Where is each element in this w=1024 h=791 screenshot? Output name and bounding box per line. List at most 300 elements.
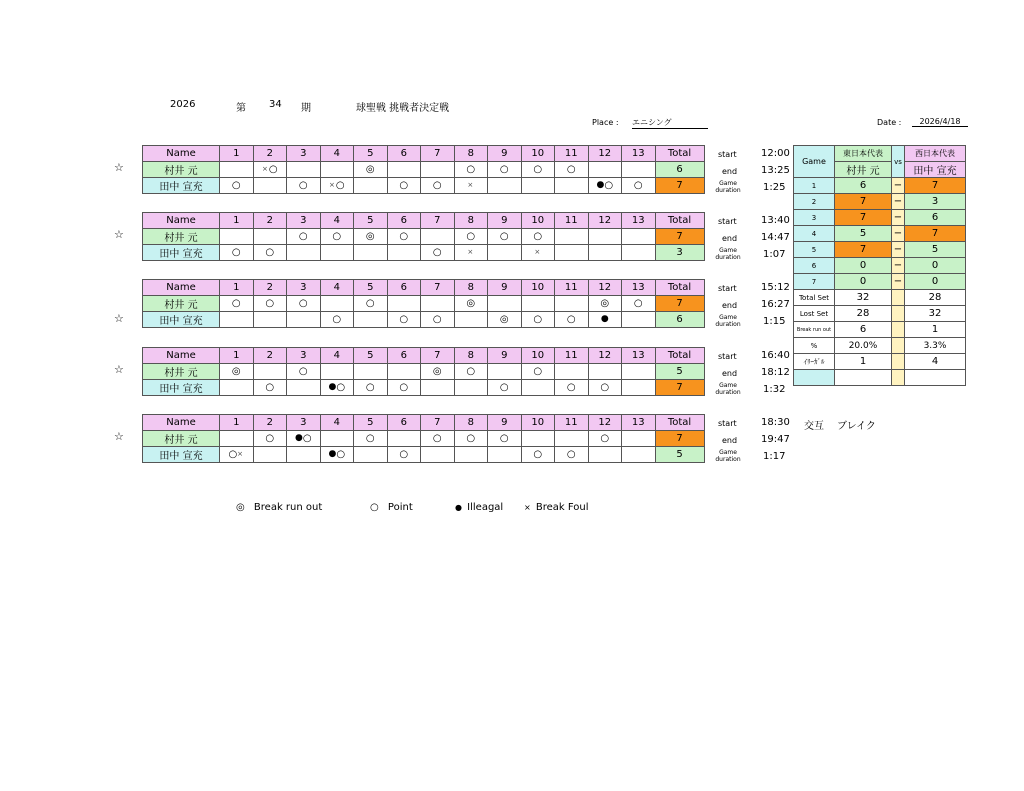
summary-east-score: 7 [835, 194, 892, 210]
player-total: 7 [655, 178, 704, 194]
end-time: 14:47 [761, 232, 790, 243]
player-total: 7 [655, 431, 704, 447]
game-cell [488, 245, 522, 261]
game-number-header: 5 [354, 280, 388, 296]
legend-break-run-out-text: Break run out [253, 502, 323, 513]
legend-foul [524, 502, 589, 513]
player-name: 村井 元 [143, 162, 220, 178]
game-cell: ○ [521, 312, 555, 328]
game-cell: ○ [488, 431, 522, 447]
game-cell: ○× [220, 447, 254, 463]
summary-game-number: 2 [794, 194, 835, 210]
circle-icon: ○ [370, 502, 379, 513]
end-label: end [722, 369, 738, 378]
game-cell: ●○ [320, 380, 354, 396]
game-number-header: 8 [454, 280, 488, 296]
game-cell: ◎ [454, 296, 488, 312]
player-name: 田中 宣充 [143, 245, 220, 261]
summary-west-score: 7 [905, 226, 966, 242]
duration-time: 1:25 [763, 182, 786, 193]
game-number-header: 4 [320, 280, 354, 296]
player-total: 7 [655, 229, 704, 245]
game-number-header: 11 [555, 213, 589, 229]
game-number-header: 1 [220, 415, 254, 431]
double-circle-icon: ◎ [236, 502, 245, 513]
lost-set-east: 28 [835, 306, 892, 322]
game-cell: ○ [521, 447, 555, 463]
match-table-2 [142, 212, 705, 261]
game-number-header: 1 [220, 348, 254, 364]
game-number-header: 12 [588, 415, 622, 431]
game-number-header: 2 [253, 348, 287, 364]
game-cell: ○ [220, 296, 254, 312]
summary-west-score: 0 [905, 258, 966, 274]
game-number-header: 11 [555, 415, 589, 431]
game-number-header: 11 [555, 348, 589, 364]
game-cell [354, 364, 388, 380]
match-table-4 [142, 347, 705, 396]
name-header: Name [143, 415, 220, 431]
match-table-5 [142, 414, 705, 463]
summary-west-score: 5 [905, 242, 966, 258]
game-cell: ●○ [588, 178, 622, 194]
game-number-header: 12 [588, 213, 622, 229]
end-time: 16:27 [761, 299, 790, 310]
start-time: 18:30 [761, 417, 790, 428]
start-label: start [718, 352, 737, 361]
game-cell: ◎ [220, 364, 254, 380]
term-number: 34 [269, 99, 282, 110]
game-number-header: 3 [287, 348, 321, 364]
legend-point-text: Point [387, 502, 413, 513]
game-number-header: 6 [387, 348, 421, 364]
game-cell [354, 178, 388, 194]
game-cell [354, 312, 388, 328]
game-cell: × [454, 178, 488, 194]
game-cell: ○ [454, 364, 488, 380]
game-number-header: 12 [588, 146, 622, 162]
game-cell [320, 364, 354, 380]
game-cell: ○ [622, 296, 656, 312]
game-cell [622, 364, 656, 380]
game-cell [387, 364, 421, 380]
player-total: 6 [655, 312, 704, 328]
game-cell [555, 229, 589, 245]
player-name: 村井 元 [143, 364, 220, 380]
summary-east-score: 7 [835, 242, 892, 258]
game-number-header: 10 [521, 213, 555, 229]
place-label: Place : [592, 118, 619, 127]
end-time: 13:25 [761, 165, 790, 176]
end-label: end [722, 234, 738, 243]
game-cell [320, 431, 354, 447]
game-number-header: 6 [387, 146, 421, 162]
pct-label: % [794, 338, 835, 354]
summary-east-score: 0 [835, 258, 892, 274]
game-number-header: 10 [521, 348, 555, 364]
player-total: 3 [655, 245, 704, 261]
game-number-header: 3 [287, 146, 321, 162]
east-label: 東日本代表 [835, 146, 892, 162]
game-cell [555, 431, 589, 447]
game-cell [287, 380, 321, 396]
start-label: start [718, 150, 737, 159]
match-table-3 [142, 279, 705, 328]
game-cell: ○ [454, 162, 488, 178]
game-number-header: 9 [488, 280, 522, 296]
duration-time: 1:15 [763, 316, 786, 327]
game-cell [421, 380, 455, 396]
game-cell [622, 245, 656, 261]
west-name: 田中 宣充 [905, 162, 966, 178]
game-cell [253, 229, 287, 245]
player-name: 村井 元 [143, 431, 220, 447]
game-cell: ○ [287, 364, 321, 380]
lost-set-label: Lost Set [794, 306, 835, 322]
place-value: エニシング [632, 117, 708, 129]
name-header: Name [143, 146, 220, 162]
game-cell [622, 380, 656, 396]
start-time: 13:40 [761, 215, 790, 226]
summary-west-score: 7 [905, 178, 966, 194]
legend-illegal [455, 502, 503, 513]
game-number-header: 9 [488, 348, 522, 364]
game-number-header: 6 [387, 280, 421, 296]
game-cell [220, 312, 254, 328]
game-number-header: 11 [555, 280, 589, 296]
game-number-header: 10 [521, 280, 555, 296]
game-cell [287, 312, 321, 328]
game-cell [387, 245, 421, 261]
game-number-header: 11 [555, 146, 589, 162]
game-number-header: 4 [320, 348, 354, 364]
game-number-header: 8 [454, 415, 488, 431]
game-number-header: 7 [421, 415, 455, 431]
game-cell [253, 178, 287, 194]
game-cell: ○ [421, 178, 455, 194]
game-cell [488, 296, 522, 312]
duration-time: 1:07 [763, 249, 786, 260]
game-cell: ○ [588, 431, 622, 447]
duration-label: Game duration [715, 449, 741, 463]
player-name: 田中 宣充 [143, 447, 220, 463]
game-cell: ● [588, 312, 622, 328]
total-set-east: 32 [835, 290, 892, 306]
game-cell [220, 380, 254, 396]
total-header: Total [655, 348, 704, 364]
game-number-header: 5 [354, 415, 388, 431]
player-total: 7 [655, 380, 704, 396]
end-label: end [722, 301, 738, 310]
game-cell [320, 162, 354, 178]
game-cell [253, 312, 287, 328]
summary-game-number: 3 [794, 210, 835, 226]
game-cell: ○ [555, 380, 589, 396]
game-cell [521, 431, 555, 447]
game-cell [421, 229, 455, 245]
game-number-header: 2 [253, 146, 287, 162]
game-cell [555, 296, 589, 312]
duration-time: 1:17 [763, 451, 786, 462]
game-cell: ○ [387, 447, 421, 463]
note-break: ブレイク [837, 421, 876, 432]
game-cell [555, 245, 589, 261]
game-cell [287, 447, 321, 463]
game-number-header: 1 [220, 146, 254, 162]
game-cell: ○ [622, 178, 656, 194]
game-number-header: 10 [521, 415, 555, 431]
player-name: 田中 宣充 [143, 312, 220, 328]
total-header: Total [655, 415, 704, 431]
game-number-header: 13 [622, 213, 656, 229]
summary-table [793, 145, 966, 386]
player-name: 村井 元 [143, 296, 220, 312]
game-cell [488, 178, 522, 194]
game-cell [588, 162, 622, 178]
game-number-header: 10 [521, 146, 555, 162]
player-name: 村井 元 [143, 229, 220, 245]
duration-time: 1:32 [763, 384, 786, 395]
summary-game-header: Game [794, 146, 835, 178]
game-cell: ○ [387, 380, 421, 396]
summary-west-score: 3 [905, 194, 966, 210]
summary-dash: − [892, 242, 905, 258]
game-cell: ○ [521, 162, 555, 178]
game-cell: ×○ [253, 162, 287, 178]
player-total: 5 [655, 364, 704, 380]
game-cell [253, 447, 287, 463]
game-cell [454, 447, 488, 463]
legend-point [370, 502, 413, 513]
duration-label: Game duration [715, 314, 741, 328]
bro-west: 1 [905, 322, 966, 338]
game-cell: ○ [253, 296, 287, 312]
game-cell [588, 245, 622, 261]
game-number-header: 13 [622, 280, 656, 296]
game-number-header: 2 [253, 280, 287, 296]
bro-label: Break run out [794, 322, 835, 338]
game-cell [320, 296, 354, 312]
game-cell: ○ [488, 380, 522, 396]
game-cell [622, 431, 656, 447]
game-cell: ○ [588, 380, 622, 396]
summary-east-score: 0 [835, 274, 892, 290]
summary-dash: − [892, 258, 905, 274]
game-number-header: 5 [354, 348, 388, 364]
summary-dash: − [892, 210, 905, 226]
summary-game-number: 5 [794, 242, 835, 258]
game-number-header: 9 [488, 146, 522, 162]
game-number-header: 9 [488, 415, 522, 431]
start-time: 12:00 [761, 148, 790, 159]
summary-dash: − [892, 194, 905, 210]
game-cell: ○ [287, 229, 321, 245]
game-number-header: 7 [421, 280, 455, 296]
start-label: start [718, 419, 737, 428]
game-cell [320, 245, 354, 261]
game-cell [521, 296, 555, 312]
game-cell [622, 447, 656, 463]
game-number-header: 2 [253, 415, 287, 431]
total-set-west: 28 [905, 290, 966, 306]
summary-east-score: 7 [835, 210, 892, 226]
game-number-header: 6 [387, 415, 421, 431]
game-cell: ○ [488, 162, 522, 178]
game-number-header: 4 [320, 146, 354, 162]
game-cell [287, 162, 321, 178]
ki-label: 期 [301, 103, 311, 114]
game-cell [220, 431, 254, 447]
game-cell: ○ [354, 380, 388, 396]
year: 2026 [170, 99, 196, 110]
game-cell [253, 364, 287, 380]
game-cell: ○ [521, 364, 555, 380]
game-cell [588, 364, 622, 380]
game-cell [622, 162, 656, 178]
summary-dash: − [892, 178, 905, 194]
game-cell [454, 312, 488, 328]
player-name: 田中 宣充 [143, 178, 220, 194]
summary-game-number: 4 [794, 226, 835, 242]
star-icon: ☆ [114, 363, 124, 376]
game-cell [220, 229, 254, 245]
game-number-header: 5 [354, 213, 388, 229]
game-cell [555, 178, 589, 194]
game-number-header: 1 [220, 213, 254, 229]
game-cell: ○ [421, 431, 455, 447]
game-cell: ○ [454, 431, 488, 447]
game-number-header: 9 [488, 213, 522, 229]
star-icon: ☆ [114, 430, 124, 443]
game-cell: ○ [555, 162, 589, 178]
note-alternate: 交互 [804, 421, 824, 432]
game-cell [488, 364, 522, 380]
game-cell [421, 162, 455, 178]
game-cell: ○ [421, 312, 455, 328]
game-number-header: 8 [454, 146, 488, 162]
legend-illegal-text: Illeagal [467, 502, 504, 513]
game-number-header: 3 [287, 213, 321, 229]
game-number-header: 1 [220, 280, 254, 296]
game-cell [354, 447, 388, 463]
game-number-header: 8 [454, 348, 488, 364]
game-cell: ○ [488, 229, 522, 245]
game-number-header: 13 [622, 348, 656, 364]
game-cell: ●○ [320, 447, 354, 463]
vs-label: vs [892, 146, 905, 178]
game-cell [421, 447, 455, 463]
date-label: Date : [877, 118, 902, 127]
game-cell: ◎ [354, 162, 388, 178]
game-cell [521, 380, 555, 396]
legend-foul-text: Break Foul [535, 502, 589, 513]
end-label: end [722, 167, 738, 176]
game-cell: ○ [387, 312, 421, 328]
summary-game-number: 7 [794, 274, 835, 290]
event-title: 球聖戦 挑戦者決定戦 [356, 103, 450, 114]
game-cell: ○ [555, 312, 589, 328]
duration-label: Game duration [715, 180, 741, 194]
total-set-label: Total Set [794, 290, 835, 306]
summary-dash: − [892, 274, 905, 290]
dai-label: 第 [236, 103, 246, 114]
summary-west-score: 6 [905, 210, 966, 226]
game-cell [421, 296, 455, 312]
game-cell [287, 245, 321, 261]
game-cell: ○ [354, 431, 388, 447]
game-number-header: 8 [454, 213, 488, 229]
game-cell: ◎ [588, 296, 622, 312]
game-cell: ○ [454, 229, 488, 245]
game-cell: ○ [387, 178, 421, 194]
dot-icon: ● [455, 503, 462, 512]
start-time: 16:40 [761, 350, 790, 361]
summary-game-number: 6 [794, 258, 835, 274]
game-cell [387, 296, 421, 312]
game-number-header: 12 [588, 348, 622, 364]
game-number-header: 12 [588, 280, 622, 296]
game-number-header: 7 [421, 146, 455, 162]
player-total: 5 [655, 447, 704, 463]
player-name: 田中 宣充 [143, 380, 220, 396]
pct-east: 20.0% [835, 338, 892, 354]
lost-set-west: 32 [905, 306, 966, 322]
game-cell [555, 364, 589, 380]
game-cell [354, 245, 388, 261]
game-cell: ●○ [287, 431, 321, 447]
game-number-header: 2 [253, 213, 287, 229]
end-time: 19:47 [761, 434, 790, 445]
game-cell: ×○ [320, 178, 354, 194]
game-cell [488, 447, 522, 463]
game-cell: ○ [320, 229, 354, 245]
game-number-header: 3 [287, 280, 321, 296]
game-cell: ◎ [488, 312, 522, 328]
game-number-header: 4 [320, 415, 354, 431]
game-cell: ◎ [421, 364, 455, 380]
game-cell: ○ [320, 312, 354, 328]
summary-dash: − [892, 226, 905, 242]
game-cell: ○ [354, 296, 388, 312]
summary-east-score: 6 [835, 178, 892, 194]
match-table-1 [142, 145, 705, 194]
pct-west: 3.3% [905, 338, 966, 354]
game-cell: ○ [421, 245, 455, 261]
name-header: Name [143, 348, 220, 364]
total-header: Total [655, 213, 704, 229]
bro-east: 6 [835, 322, 892, 338]
game-cell: ○ [253, 380, 287, 396]
player-total: 7 [655, 296, 704, 312]
player-total: 6 [655, 162, 704, 178]
game-cell: ○ [387, 229, 421, 245]
game-cell [622, 229, 656, 245]
cross-icon: × [524, 503, 531, 512]
start-time: 15:12 [761, 282, 790, 293]
game-cell: ○ [287, 178, 321, 194]
game-cell [521, 178, 555, 194]
game-cell: ○ [287, 296, 321, 312]
game-cell: ○ [521, 229, 555, 245]
west-label: 西日本代表 [905, 146, 966, 162]
game-number-header: 7 [421, 348, 455, 364]
game-cell [387, 162, 421, 178]
game-cell: × [521, 245, 555, 261]
start-label: start [718, 284, 737, 293]
duration-label: Game duration [715, 382, 741, 396]
game-cell: ○ [220, 178, 254, 194]
summary-game-number: 1 [794, 178, 835, 194]
